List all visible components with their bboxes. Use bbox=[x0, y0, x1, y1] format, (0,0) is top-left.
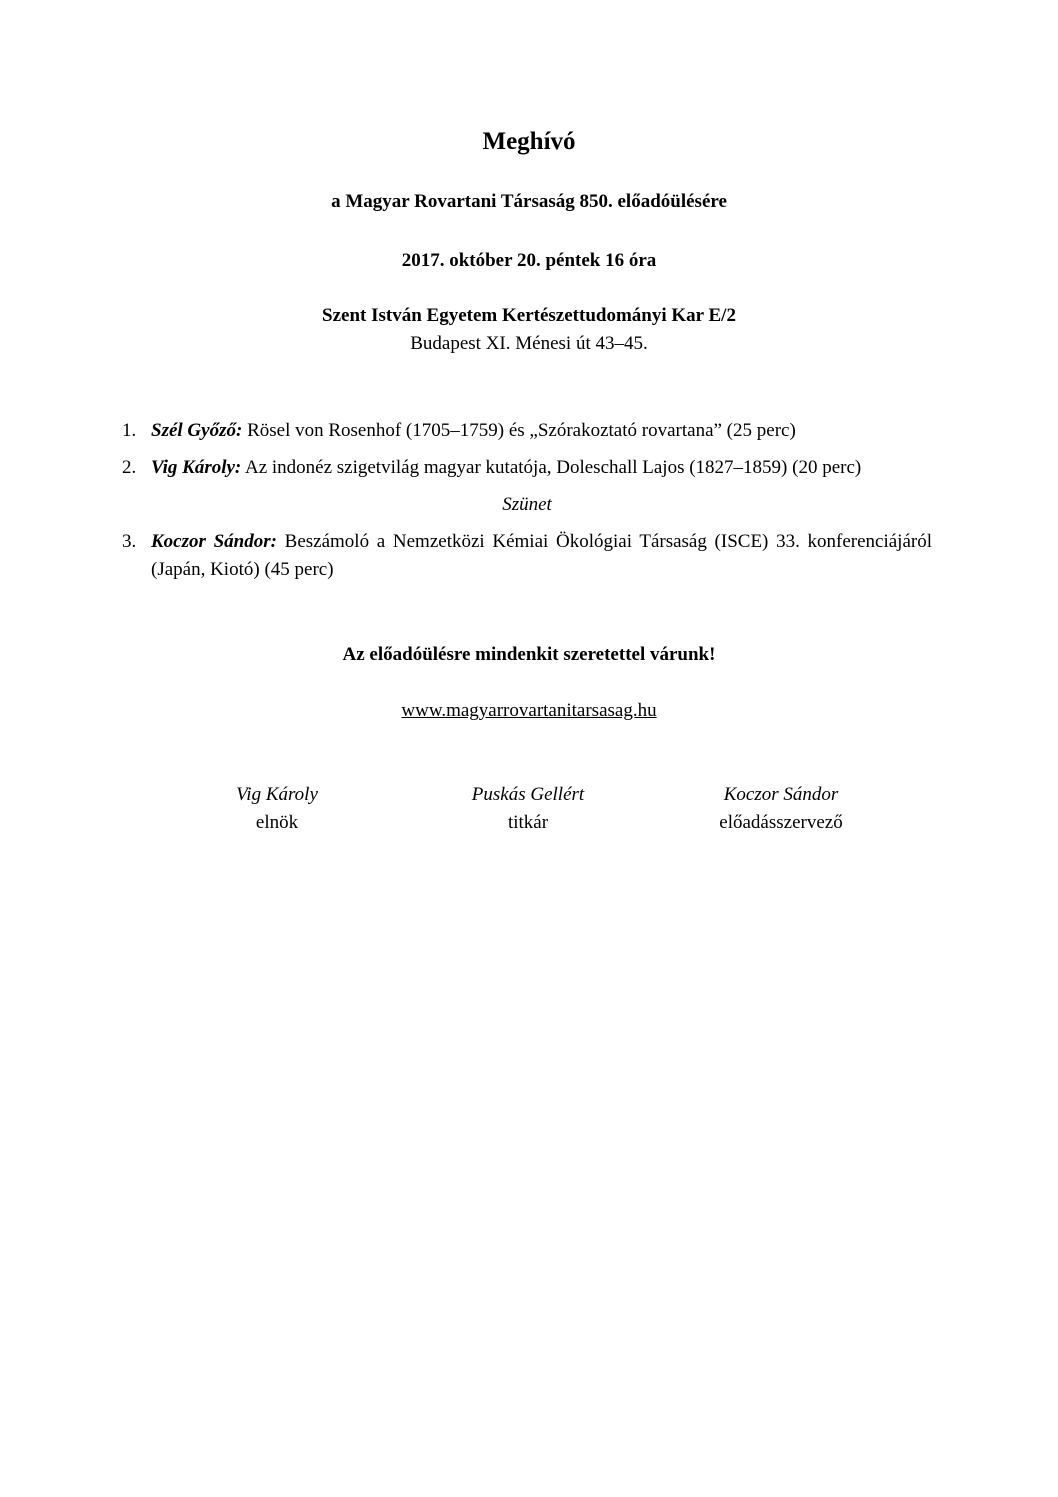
signatory-name: Koczor Sándor bbox=[723, 784, 839, 805]
programme-item-1 bbox=[122, 417, 932, 445]
signatory-name: Vig Károly bbox=[236, 784, 318, 805]
item-number: 3. bbox=[122, 531, 137, 552]
speaker-name: Szél Győző: bbox=[151, 420, 243, 441]
programme-item-2 bbox=[122, 454, 932, 482]
signatory-3 bbox=[681, 781, 881, 837]
signatory-role: előadásszervező bbox=[719, 812, 843, 833]
event-datetime: 2017. október 20. péntek 16 óra bbox=[401, 250, 657, 271]
programme-item-3 bbox=[122, 528, 932, 584]
talk-title: Beszámoló a Nemzetközi Kémiai Ökológiai Társaság (ISCE) 33. konferenciájáról (Japán, Kiotó) (45 perc) bbox=[151, 531, 932, 580]
signatory-2 bbox=[428, 781, 628, 837]
signatory-1 bbox=[177, 781, 377, 837]
speaker-name: Koczor Sándor: bbox=[151, 531, 277, 552]
signatory-name: Puskás Gellért bbox=[471, 784, 585, 805]
talk-title: Rösel von Rosenhof (1705–1759) és „Szórakoztató rovartana” (25 perc) bbox=[242, 420, 796, 441]
event-subtitle: a Magyar Rovartani Társaság 850. előadóülésére bbox=[331, 191, 727, 212]
website bbox=[0, 700, 1058, 722]
break-label: Szünet bbox=[502, 494, 552, 515]
item-number: 2. bbox=[122, 457, 137, 478]
programme-list bbox=[122, 417, 932, 593]
signatory-role: elnök bbox=[255, 812, 299, 833]
talk-title: Az indonéz szigetvilág magyar kutatója, Doleschall Lajos (1827–1859) (20 perc) bbox=[241, 457, 862, 478]
event-address: Budapest XI. Ménesi út 43–45. bbox=[410, 333, 648, 354]
website-link[interactable]: www.magyarrovartanitarsasag.hu bbox=[401, 700, 657, 721]
page-title: Meghívó bbox=[482, 128, 576, 155]
speaker-name: Vig Károly: bbox=[151, 457, 242, 478]
welcome-message: Az előadóülésre mindenkit szeretettel várunk! bbox=[342, 644, 716, 665]
item-number: 1. bbox=[122, 420, 137, 441]
signatory-role: titkár bbox=[507, 812, 549, 833]
event-venue: Szent István Egyetem Kertészettudományi Kar E/2 bbox=[322, 305, 736, 326]
